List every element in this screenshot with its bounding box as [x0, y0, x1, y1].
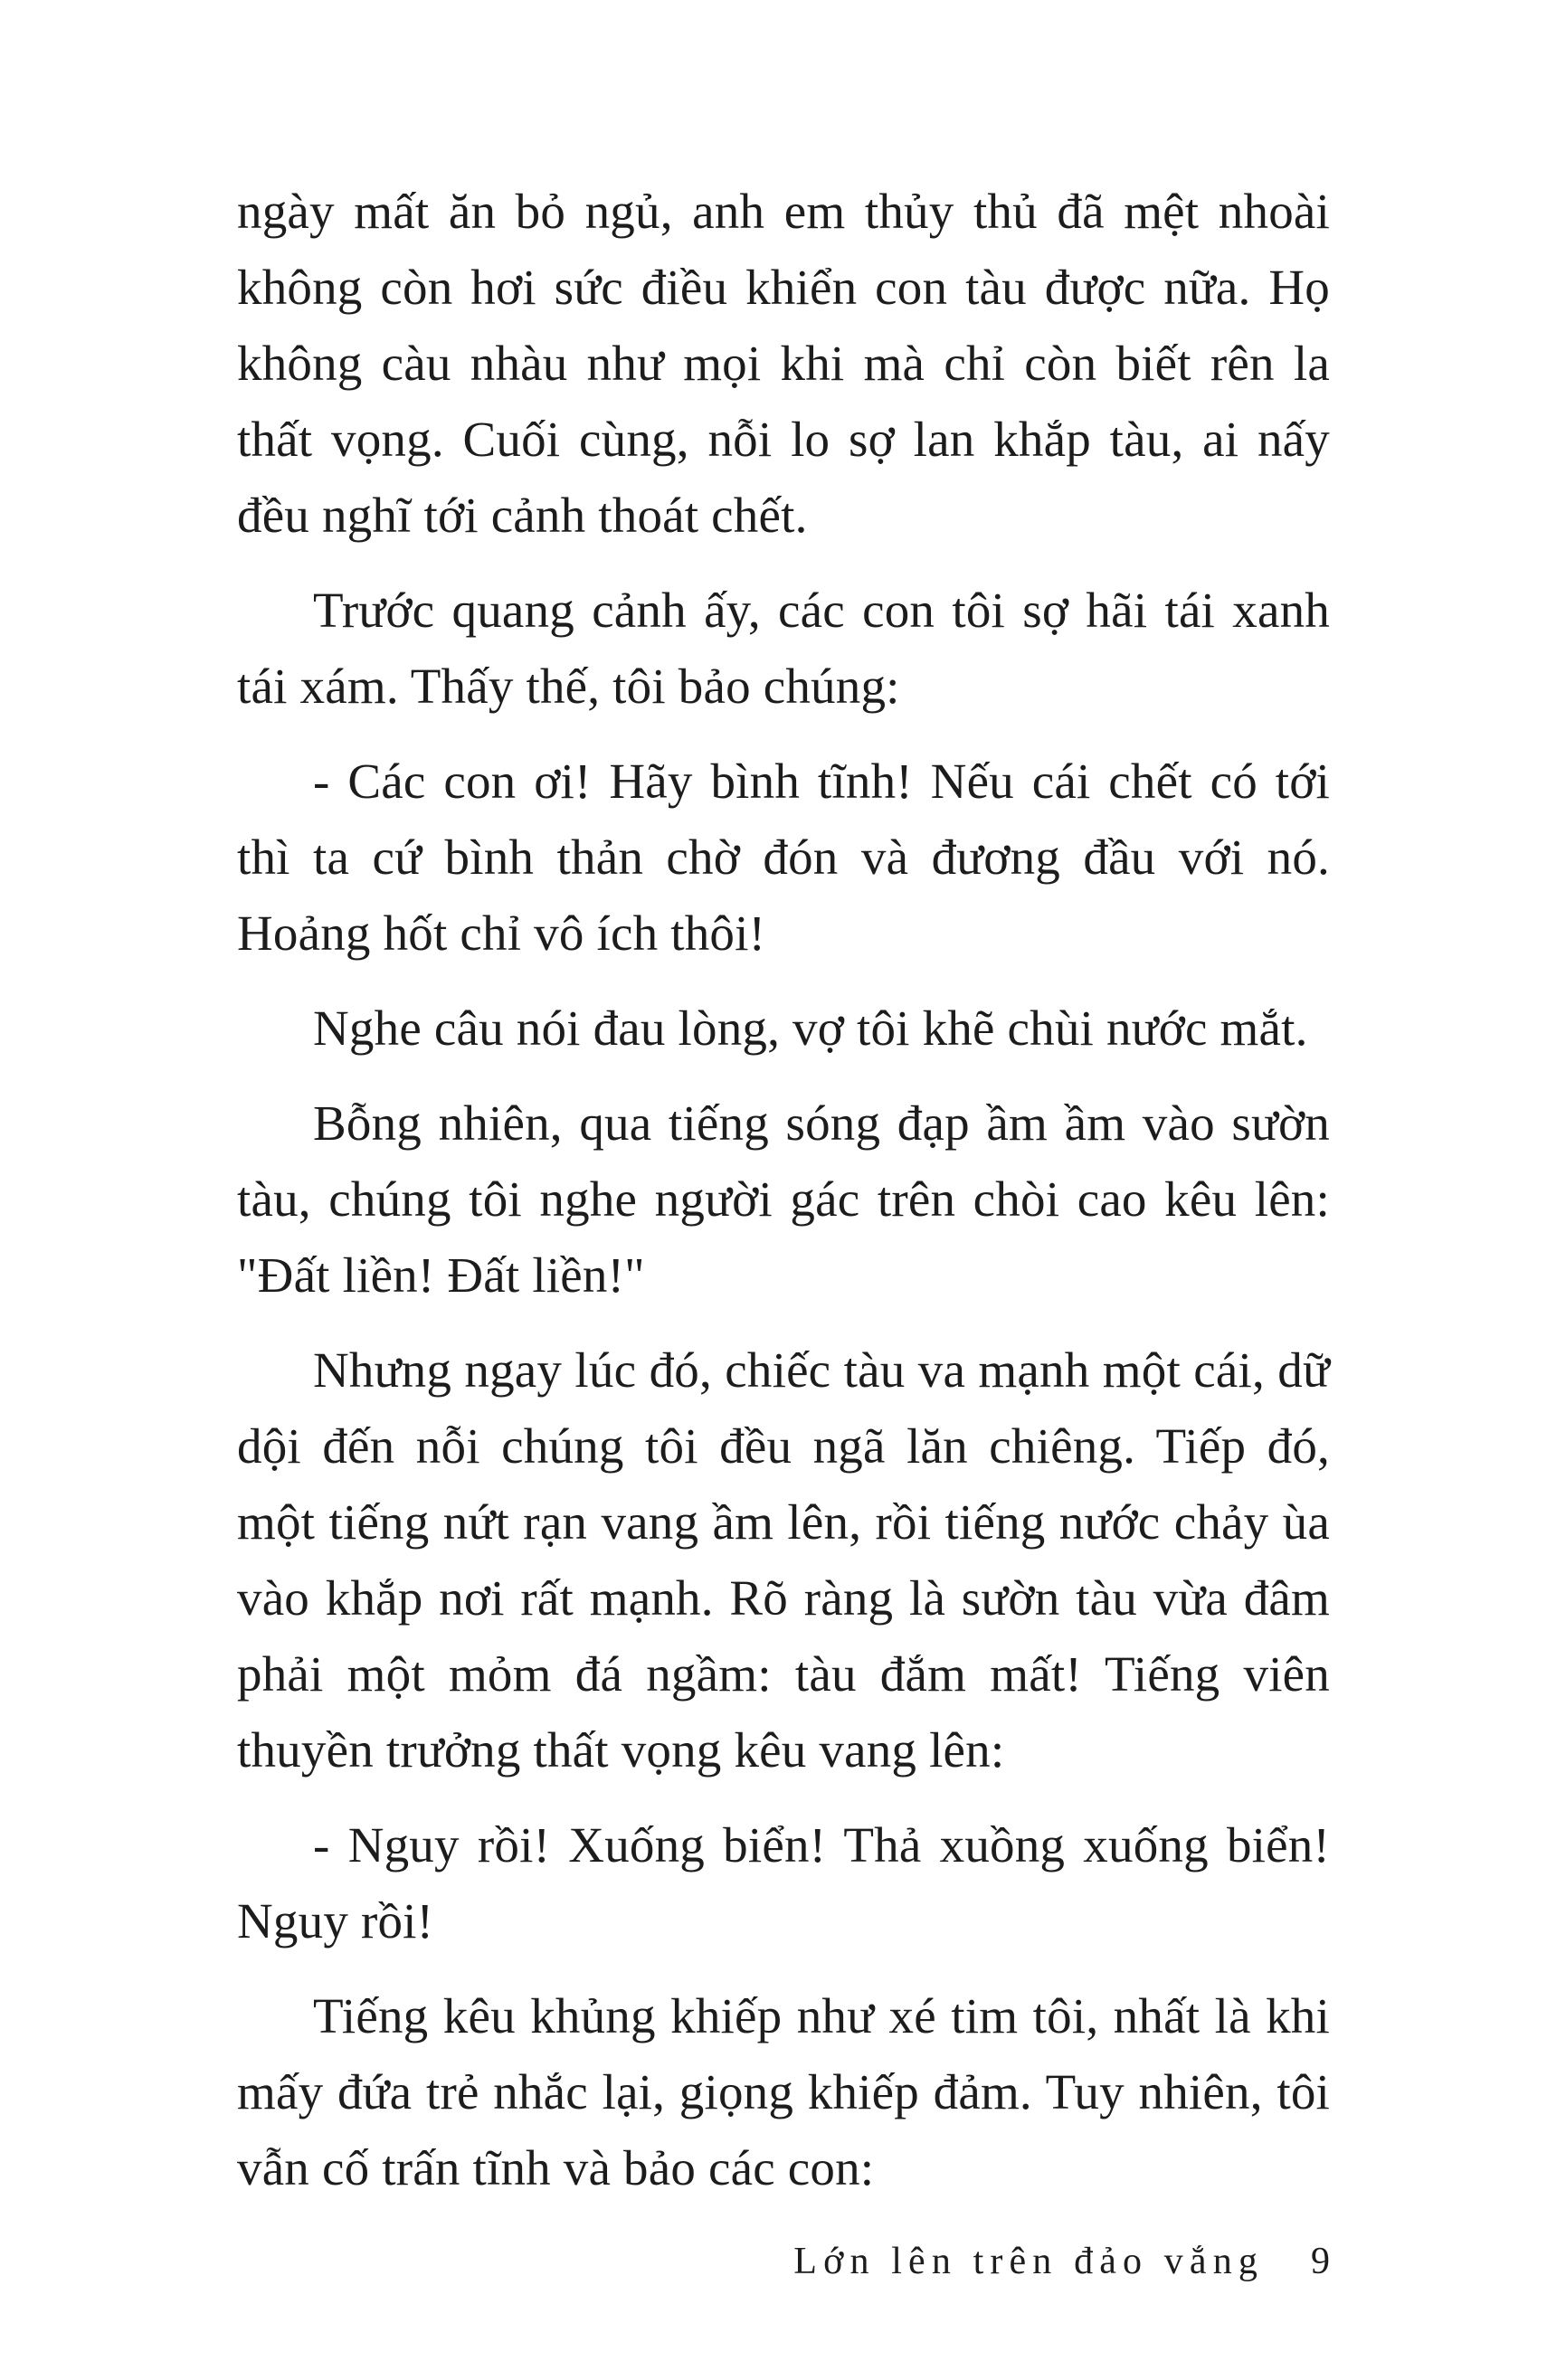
paragraph: Nhưng ngay lúc đó, chiếc tàu va mạnh một cái, dữ dội đến nỗi chúng tôi đều ngã lăn chiêng. Tiếp đó, một tiếng nứt rạn vang ầm lên, rồi tiếng nước chảy ùa vào khắp nơi rất mạnh. Rõ ràng là sườn tàu vừa đâm phải một mỏm đá ngầm: tàu đắm mất! Tiếng viên thuyền trưởng thất vọng kêu vang lên: — [237, 1342, 1330, 1778]
paragraph: Trước quang cảnh ấy, các con tôi sợ hãi tái xanh tái xám. Thấy thế, tôi bảo chúng: — [237, 583, 1330, 714]
paragraph: Bỗng nhiên, qua tiếng sóng đạp ầm ầm vào sườn tàu, chúng tôi nghe người gác trên chòi cao kêu lên: "Đất liền! Đất liền!" — [237, 1095, 1330, 1303]
paragraph: - Các con ơi! Hãy bình tĩnh! Nếu cái chết có tới thì ta cứ bình thản chờ đón và đương đầu với nó. Hoảng hốt chỉ vô ích thôi! — [237, 754, 1330, 961]
paragraph: ngày mất ăn bỏ ngủ, anh em thủy thủ đã mệt nhoài không còn hơi sức điều khiển con tàu được nữa. Họ không càu nhàu như mọi khi mà chỉ còn biết rên la thất vọng. Cuối cùng, nỗi lo sợ lan khắp tàu, ai nấy đều nghĩ tới cảnh thoát chết. — [237, 184, 1330, 543]
paragraph: Tiếng kêu khủng khiếp như xé tim tôi, nhất là khi mấy đứa trẻ nhắc lại, giọng khiếp đảm. Tuy nhiên, tôi vẫn cố trấn tĩnh và bảo các con: — [237, 1988, 1330, 2195]
paragraph: - Nguy rồi! Xuống biển! Thả xuồng xuống biển! Nguy rồi! — [237, 1817, 1330, 1949]
body-text — [237, 174, 1330, 2225]
page-number: 9 — [1311, 2241, 1330, 2282]
paragraph: Nghe câu nói đau lòng, vợ tôi khẽ chùi nước mắt. — [313, 1000, 1308, 1056]
running-title: Lớn lên trên đảo vắng — [793, 2241, 1264, 2282]
page-footer — [237, 2234, 1330, 2289]
